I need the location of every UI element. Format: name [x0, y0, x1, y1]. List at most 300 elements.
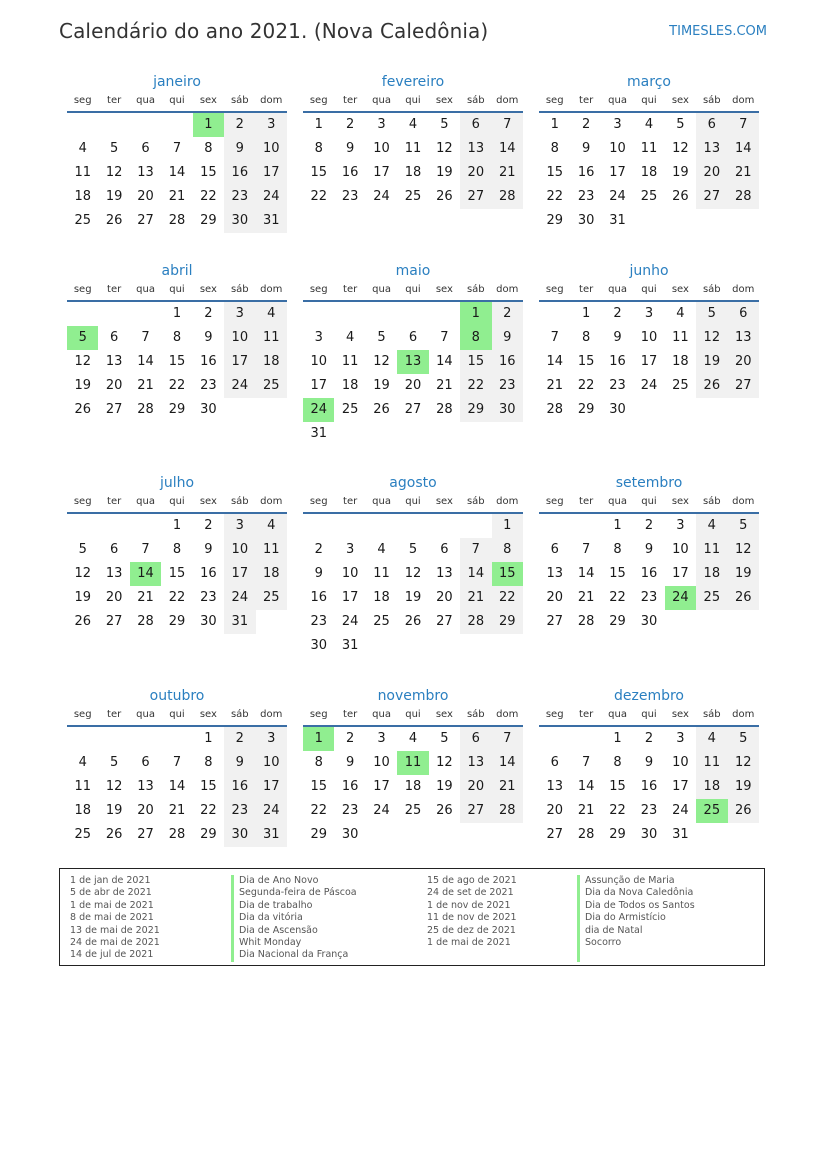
weekday-label: qui — [169, 496, 185, 507]
weekday-label: qui — [641, 709, 657, 720]
day-cell: 30 — [224, 209, 255, 233]
day-cell: 26 — [436, 803, 453, 818]
day-cell: 12 — [436, 755, 453, 770]
legend-holiday-name: Dia Nacional da França — [239, 949, 349, 961]
day-cell: 19 — [105, 189, 123, 204]
day-cell: 2 — [204, 306, 213, 321]
empty-cell — [98, 302, 129, 326]
day-cell: 31 — [224, 610, 255, 634]
day-cell: 3 — [256, 727, 287, 751]
day-cell: 24 — [224, 374, 255, 398]
day-cell: 11 — [696, 538, 727, 562]
day-cell: 11 — [404, 141, 422, 156]
day-cell: 24 — [640, 378, 658, 393]
empty-cell — [334, 302, 365, 326]
day-cell: 12 — [373, 354, 390, 369]
weekday-label: dom — [260, 496, 283, 507]
day-cell: 23 — [577, 189, 595, 204]
day-cell: 26 — [373, 402, 390, 417]
day-cell: 9 — [224, 137, 255, 161]
day-cell: 21 — [728, 161, 759, 185]
empty-cell — [334, 514, 365, 538]
weekday-label: qui — [641, 95, 657, 106]
legend-date: 24 de mai de 2021 — [70, 936, 160, 948]
empty-cell — [570, 514, 601, 538]
day-cell: 19 — [373, 378, 390, 393]
day-cell: 3 — [644, 306, 654, 321]
day-cell: 8 — [581, 330, 591, 345]
holiday-day: 5 — [67, 326, 98, 350]
legend-holiday-name: Dia de trabalho — [239, 899, 313, 911]
holiday-day: 8 — [460, 326, 491, 350]
weekday-label: qui — [641, 496, 657, 507]
weekday-label: ter — [579, 284, 594, 295]
day-cell: 22 — [310, 189, 327, 204]
day-cell: 5 — [728, 514, 759, 538]
day-cell: 10 — [256, 137, 287, 161]
day-cell: 5 — [109, 141, 119, 156]
empty-cell — [67, 514, 98, 538]
weekday-label: ter — [343, 284, 358, 295]
day-cell: 1 — [492, 514, 523, 538]
legend-bar-left — [231, 875, 234, 962]
day-cell: 25 — [373, 614, 390, 629]
day-cell: 20 — [546, 590, 563, 605]
weekday-label: sáb — [702, 95, 721, 106]
weekday-label: qui — [641, 284, 657, 295]
day-cell: 7 — [172, 141, 182, 156]
day-cell: 10 — [224, 326, 255, 350]
day-cell: 12 — [105, 779, 123, 794]
day-cell: 10 — [256, 751, 287, 775]
day-cell: 30 — [310, 638, 327, 653]
weekday-label: seg — [545, 284, 564, 295]
day-cell: 11 — [74, 779, 91, 794]
weekday-label: seg — [309, 709, 328, 720]
day-cell: 15 — [609, 566, 626, 581]
day-cell: 6 — [440, 542, 449, 557]
weekday-label: sex — [435, 95, 453, 106]
weekday-label: qua — [136, 95, 155, 106]
weekday-label: seg — [309, 496, 328, 507]
holiday-legend — [59, 868, 765, 966]
weekday-label: dom — [260, 284, 283, 295]
day-cell: 30 — [200, 402, 217, 417]
empty-cell — [303, 514, 334, 538]
weekday-label: dom — [732, 709, 755, 720]
day-cell: 25 — [341, 402, 359, 417]
day-cell: 25 — [74, 213, 91, 228]
day-cell: 10 — [640, 330, 658, 345]
day-cell: 10 — [373, 141, 390, 156]
day-cell: 24 — [373, 803, 390, 818]
weekday-label: ter — [107, 709, 122, 720]
day-cell: 24 — [672, 803, 689, 818]
day-cell: 2 — [345, 731, 355, 746]
weekday-label: sáb — [230, 284, 249, 295]
day-cell: 4 — [78, 141, 87, 156]
day-cell: 11 — [256, 538, 287, 562]
day-cell: 20 — [105, 378, 123, 393]
day-cell: 23 — [492, 374, 523, 398]
day-cell: 27 — [546, 614, 563, 629]
day-cell: 9 — [204, 330, 213, 345]
day-cell: 6 — [141, 755, 150, 770]
day-cell: 11 — [672, 330, 689, 345]
weekday-label: qui — [405, 496, 421, 507]
day-cell: 15 — [200, 779, 217, 794]
day-cell: 18 — [74, 803, 91, 818]
day-cell: 6 — [109, 330, 119, 345]
day-cell: 27 — [137, 213, 154, 228]
empty-cell — [130, 302, 161, 326]
day-cell: 28 — [577, 827, 595, 842]
empty-cell — [130, 113, 161, 137]
day-cell: 7 — [550, 330, 559, 345]
month-maio — [303, 260, 523, 446]
weekday-header — [67, 93, 287, 113]
day-cell: 6 — [109, 542, 119, 557]
day-cell: 2 — [644, 731, 654, 746]
day-cell: 8 — [314, 141, 323, 156]
holiday-day: 1 — [193, 113, 224, 137]
day-cell: 29 — [546, 213, 563, 228]
weekday-label: sáb — [230, 95, 249, 106]
day-cell: 30 — [640, 614, 658, 629]
holiday-day: 24 — [303, 398, 334, 422]
empty-cell — [397, 514, 428, 538]
day-cell: 20 — [436, 590, 453, 605]
weekday-label: sáb — [466, 95, 485, 106]
day-cell: 19 — [728, 775, 759, 799]
day-cell: 25 — [256, 374, 287, 398]
day-cell: 26 — [105, 213, 123, 228]
day-cell: 7 — [581, 542, 591, 557]
day-cell: 2 — [613, 306, 622, 321]
weekday-label: qua — [372, 709, 391, 720]
day-cell: 14 — [728, 137, 759, 161]
day-cell: 15 — [577, 354, 595, 369]
day-cell: 10 — [341, 566, 359, 581]
day-cell: 21 — [546, 378, 563, 393]
weekday-label: sex — [671, 709, 689, 720]
day-cell: 28 — [492, 185, 523, 209]
day-cell: 2 — [492, 302, 523, 326]
day-cell: 2 — [314, 542, 323, 557]
weekday-label: seg — [545, 709, 564, 720]
day-cell: 29 — [577, 402, 595, 417]
day-cell: 26 — [105, 827, 123, 842]
weekday-label: sáb — [466, 284, 485, 295]
day-cell: 20 — [460, 775, 491, 799]
weekday-label: sáb — [702, 284, 721, 295]
month-fevereiro — [303, 71, 523, 209]
day-grid — [303, 514, 523, 658]
day-cell: 29 — [200, 213, 217, 228]
day-cell: 1 — [204, 731, 213, 746]
day-cell: 31 — [609, 213, 626, 228]
legend-holiday-name: Dia de Ascensão — [239, 924, 318, 936]
day-cell: 16 — [577, 165, 595, 180]
day-cell: 4 — [408, 117, 418, 132]
day-cell: 6 — [141, 141, 150, 156]
day-cell: 3 — [676, 731, 685, 746]
month-name: dezembro — [614, 688, 684, 704]
weekday-label: qua — [372, 95, 391, 106]
day-cell: 4 — [676, 306, 685, 321]
day-cell: 21 — [168, 803, 186, 818]
day-cell: 29 — [168, 402, 186, 417]
weekday-label: sex — [199, 284, 217, 295]
day-cell: 4 — [78, 755, 87, 770]
day-grid — [67, 302, 287, 422]
day-cell: 10 — [373, 755, 390, 770]
day-cell: 25 — [256, 586, 287, 610]
day-cell: 12 — [74, 354, 91, 369]
day-cell: 4 — [408, 731, 418, 746]
day-cell: 23 — [640, 803, 658, 818]
empty-cell — [429, 514, 460, 538]
day-cell: 7 — [141, 542, 150, 557]
month-name: abril — [161, 263, 193, 279]
day-cell: 27 — [105, 402, 123, 417]
day-cell: 24 — [609, 189, 626, 204]
weekday-label: qui — [169, 284, 185, 295]
weekday-label: seg — [309, 95, 328, 106]
day-cell: 23 — [224, 799, 255, 823]
day-cell: 26 — [404, 614, 422, 629]
day-cell: 24 — [256, 185, 287, 209]
weekday-label: sex — [671, 284, 689, 295]
day-cell: 17 — [672, 566, 689, 581]
day-cell: 13 — [460, 137, 491, 161]
empty-cell — [397, 302, 428, 326]
day-cell: 23 — [640, 590, 658, 605]
brand-link[interactable]: TIMESLES.COM — [669, 24, 767, 39]
day-cell: 7 — [492, 113, 523, 137]
day-cell: 8 — [204, 755, 213, 770]
weekday-label: sáb — [466, 709, 485, 720]
month-name: agosto — [389, 475, 437, 491]
day-cell: 22 — [546, 189, 563, 204]
legend-names-left — [239, 875, 357, 962]
empty-cell — [161, 727, 192, 751]
legend-holiday-name: Dia do Armistício — [585, 912, 666, 924]
day-cell: 21 — [577, 803, 595, 818]
month-name: fevereiro — [381, 74, 445, 90]
day-cell: 14 — [460, 562, 491, 586]
day-cell: 27 — [404, 402, 422, 417]
day-cell: 7 — [172, 755, 182, 770]
day-cell: 26 — [74, 614, 91, 629]
day-cell: 13 — [696, 137, 727, 161]
day-cell: 5 — [676, 117, 685, 132]
day-cell: 18 — [640, 165, 658, 180]
day-cell: 26 — [436, 189, 453, 204]
day-cell: 10 — [609, 141, 626, 156]
weekday-label: seg — [73, 709, 92, 720]
weekday-label: qua — [136, 709, 155, 720]
weekday-header — [303, 707, 523, 727]
legend-dates-right — [427, 875, 517, 949]
day-cell: 10 — [224, 538, 255, 562]
day-cell: 29 — [460, 398, 491, 422]
day-cell: 28 — [577, 614, 595, 629]
day-cell: 21 — [137, 378, 154, 393]
day-cell: 6 — [728, 302, 759, 326]
weekday-label: qui — [405, 95, 421, 106]
weekday-header — [303, 494, 523, 514]
day-cell: 28 — [460, 610, 491, 634]
day-grid — [67, 727, 287, 847]
legend-date: 14 de jul de 2021 — [70, 949, 154, 961]
day-cell: 29 — [609, 827, 626, 842]
day-grid — [303, 727, 523, 847]
day-cell: 28 — [728, 185, 759, 209]
empty-cell — [429, 302, 460, 326]
day-cell: 7 — [141, 330, 150, 345]
day-cell: 27 — [728, 374, 759, 398]
weekday-label: qui — [405, 709, 421, 720]
day-cell: 10 — [310, 354, 327, 369]
day-cell: 18 — [341, 378, 359, 393]
legend-date: 24 de set de 2021 — [427, 887, 514, 899]
day-cell: 9 — [345, 141, 355, 156]
day-cell: 11 — [256, 326, 287, 350]
day-cell: 6 — [550, 542, 559, 557]
empty-cell — [98, 727, 129, 751]
day-cell: 17 — [310, 378, 327, 393]
weekday-label: sex — [199, 95, 217, 106]
day-cell: 9 — [581, 141, 591, 156]
month-setembro — [539, 472, 759, 634]
day-cell: 15 — [310, 165, 327, 180]
day-cell: 19 — [696, 350, 727, 374]
weekday-label: qua — [608, 95, 627, 106]
day-cell: 17 — [672, 779, 689, 794]
day-cell: 14 — [436, 354, 453, 369]
day-cell: 14 — [577, 566, 595, 581]
weekday-label: qua — [608, 709, 627, 720]
day-cell: 18 — [696, 775, 727, 799]
day-cell: 6 — [460, 727, 491, 751]
day-cell: 31 — [256, 823, 287, 847]
day-cell: 9 — [314, 566, 323, 581]
day-cell: 31 — [256, 209, 287, 233]
weekday-label: dom — [496, 95, 519, 106]
day-cell: 26 — [728, 799, 759, 823]
month-março — [539, 71, 759, 233]
day-cell: 6 — [550, 755, 559, 770]
day-cell: 21 — [460, 586, 491, 610]
day-grid — [539, 302, 759, 422]
day-cell: 7 — [460, 538, 491, 562]
day-cell: 24 — [341, 614, 359, 629]
day-cell: 16 — [640, 779, 658, 794]
empty-cell — [570, 727, 601, 751]
weekday-label: sáb — [702, 496, 721, 507]
day-cell: 18 — [256, 562, 287, 586]
day-cell: 12 — [696, 326, 727, 350]
holiday-day: 1 — [460, 302, 491, 326]
day-cell: 7 — [581, 755, 591, 770]
day-cell: 16 — [609, 354, 626, 369]
day-cell: 13 — [546, 566, 563, 581]
day-cell: 12 — [74, 566, 91, 581]
day-cell: 28 — [168, 213, 186, 228]
month-outubro — [67, 685, 287, 847]
empty-cell — [67, 302, 98, 326]
day-cell: 12 — [728, 751, 759, 775]
empty-cell — [460, 514, 491, 538]
day-cell: 9 — [345, 755, 355, 770]
day-cell: 20 — [696, 161, 727, 185]
day-cell: 5 — [377, 330, 386, 345]
weekday-header — [67, 707, 287, 727]
day-cell: 8 — [204, 141, 213, 156]
day-cell: 31 — [672, 827, 689, 842]
legend-date: 11 de nov de 2021 — [427, 912, 517, 924]
day-cell: 23 — [341, 189, 359, 204]
day-cell: 21 — [436, 378, 453, 393]
day-cell: 19 — [436, 165, 453, 180]
day-cell: 30 — [200, 614, 217, 629]
weekday-header — [67, 494, 287, 514]
day-grid — [303, 113, 523, 209]
day-cell: 22 — [460, 374, 491, 398]
day-cell: 1 — [613, 731, 622, 746]
weekday-label: qui — [405, 284, 421, 295]
weekday-label: seg — [73, 95, 92, 106]
day-cell: 28 — [137, 614, 154, 629]
day-cell: 6 — [460, 113, 491, 137]
day-cell: 20 — [460, 161, 491, 185]
day-cell: 17 — [640, 354, 658, 369]
day-cell: 28 — [137, 402, 154, 417]
day-cell: 17 — [256, 161, 287, 185]
holiday-day: 1 — [303, 727, 334, 751]
weekday-label: sex — [199, 709, 217, 720]
empty-cell — [539, 514, 570, 538]
day-cell: 9 — [204, 542, 213, 557]
legend-date: 13 de mai de 2021 — [70, 924, 160, 936]
empty-cell — [67, 727, 98, 751]
legend-holiday-name: Dia de Todos os Santos — [585, 899, 695, 911]
day-cell: 16 — [640, 566, 658, 581]
day-cell: 28 — [168, 827, 186, 842]
day-cell: 9 — [644, 755, 654, 770]
day-cell: 26 — [74, 402, 91, 417]
day-cell: 22 — [492, 586, 523, 610]
day-cell: 20 — [546, 803, 563, 818]
day-cell: 15 — [546, 165, 563, 180]
day-cell: 13 — [460, 751, 491, 775]
day-cell: 5 — [109, 755, 119, 770]
weekday-label: dom — [732, 95, 755, 106]
month-novembro — [303, 685, 523, 847]
day-cell: 29 — [310, 827, 327, 842]
day-cell: 19 — [436, 779, 453, 794]
day-cell: 1 — [613, 518, 622, 533]
holiday-day: 25 — [696, 799, 727, 823]
day-cell: 20 — [728, 350, 759, 374]
day-cell: 8 — [550, 141, 559, 156]
day-cell: 17 — [224, 562, 255, 586]
day-cell: 19 — [105, 803, 123, 818]
weekday-label: seg — [73, 284, 92, 295]
legend-date: 1 de nov de 2021 — [427, 899, 511, 911]
weekday-label: sex — [671, 496, 689, 507]
